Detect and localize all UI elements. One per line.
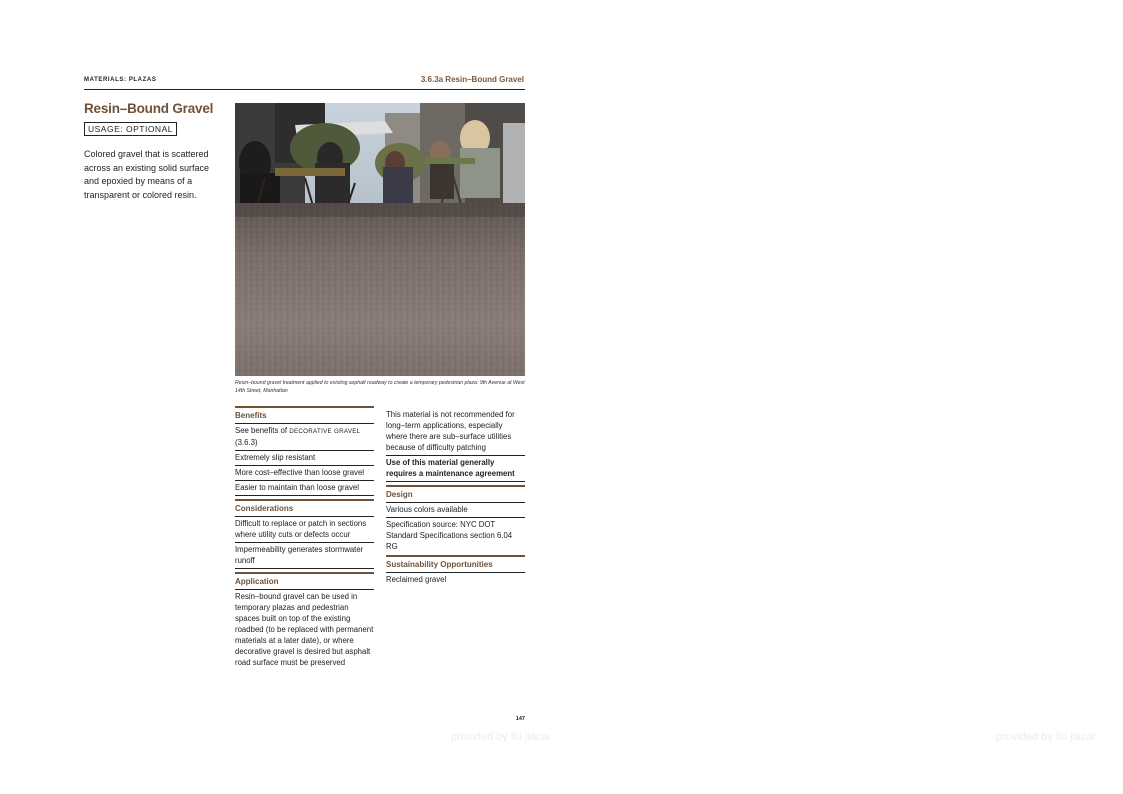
header-rule xyxy=(84,89,525,90)
benefit-text-ref: (3.6.3) xyxy=(235,438,258,447)
section-number-title: 3.6.3a Resin–Bound Gravel xyxy=(420,75,524,84)
benefit-item: Easier to maintain than loose gravel xyxy=(235,481,374,496)
consideration-item: Impermeability generates stormwater runoff xyxy=(235,543,374,569)
considerations-heading: Considerations xyxy=(235,499,374,517)
left-info-column xyxy=(235,406,374,670)
sustainability-item: Reclaimed gravel xyxy=(386,575,447,584)
decorative-gravel-link: DECORATIVE GRAVEL xyxy=(289,428,361,435)
watermark-text: provided by liu jiacai xyxy=(996,731,1096,743)
watermark-text: provided by liu jiacai xyxy=(451,731,551,743)
consideration-item: Difficult to replace or patch in sections where utility cuts or defects occur xyxy=(235,517,374,543)
design-item: Various colors available xyxy=(386,503,525,518)
consideration-item-bold: Use of this material generally requires a maintenance agreement xyxy=(386,456,525,482)
consideration-item: This material is not recommended for long–term applications, especially where there are sub–surface utilities because of difficulty patching xyxy=(386,408,525,456)
page-number: 147 xyxy=(515,716,525,722)
design-item: Specification source: NYC DOT Standard Specifications section 6.04 RG xyxy=(386,520,513,551)
benefits-heading: Benefits xyxy=(235,406,374,424)
application-text: Resin–bound gravel can be used in temporary plazas and pedestrian spaces built on top of the existing roadbed (to be replaced with permanent materials at a later date), or where decorative gravel is desired but asphalt road surface must be preserved xyxy=(235,592,374,667)
right-info-column xyxy=(386,408,525,587)
usage-badge: USAGE: OPTIONAL xyxy=(84,122,177,136)
section-label: MATERIALS: PLAZAS xyxy=(84,77,157,83)
photo-caption: Resin–bound gravel treatment applied to existing asphalt roadway to create a temporary pedestrian plaza: 9th Avenue at West 14th Street, Manhattan xyxy=(235,380,525,394)
page-title: Resin–Bound Gravel xyxy=(84,101,214,116)
material-description: Colored gravel that is scattered across an existing solid surface and epoxied by means of a transparent or colored resin. xyxy=(84,149,210,200)
application-heading: Application xyxy=(235,572,374,590)
sustainability-heading: Sustainability Opportunities xyxy=(386,555,525,573)
benefit-item xyxy=(235,424,374,451)
benefit-item: Extremely slip resistant xyxy=(235,451,374,466)
benefit-item: More cost–effective than loose gravel xyxy=(235,466,374,481)
design-heading: Design xyxy=(386,485,525,503)
benefit-text: See benefits of xyxy=(235,426,290,435)
plaza-photo xyxy=(235,103,525,376)
